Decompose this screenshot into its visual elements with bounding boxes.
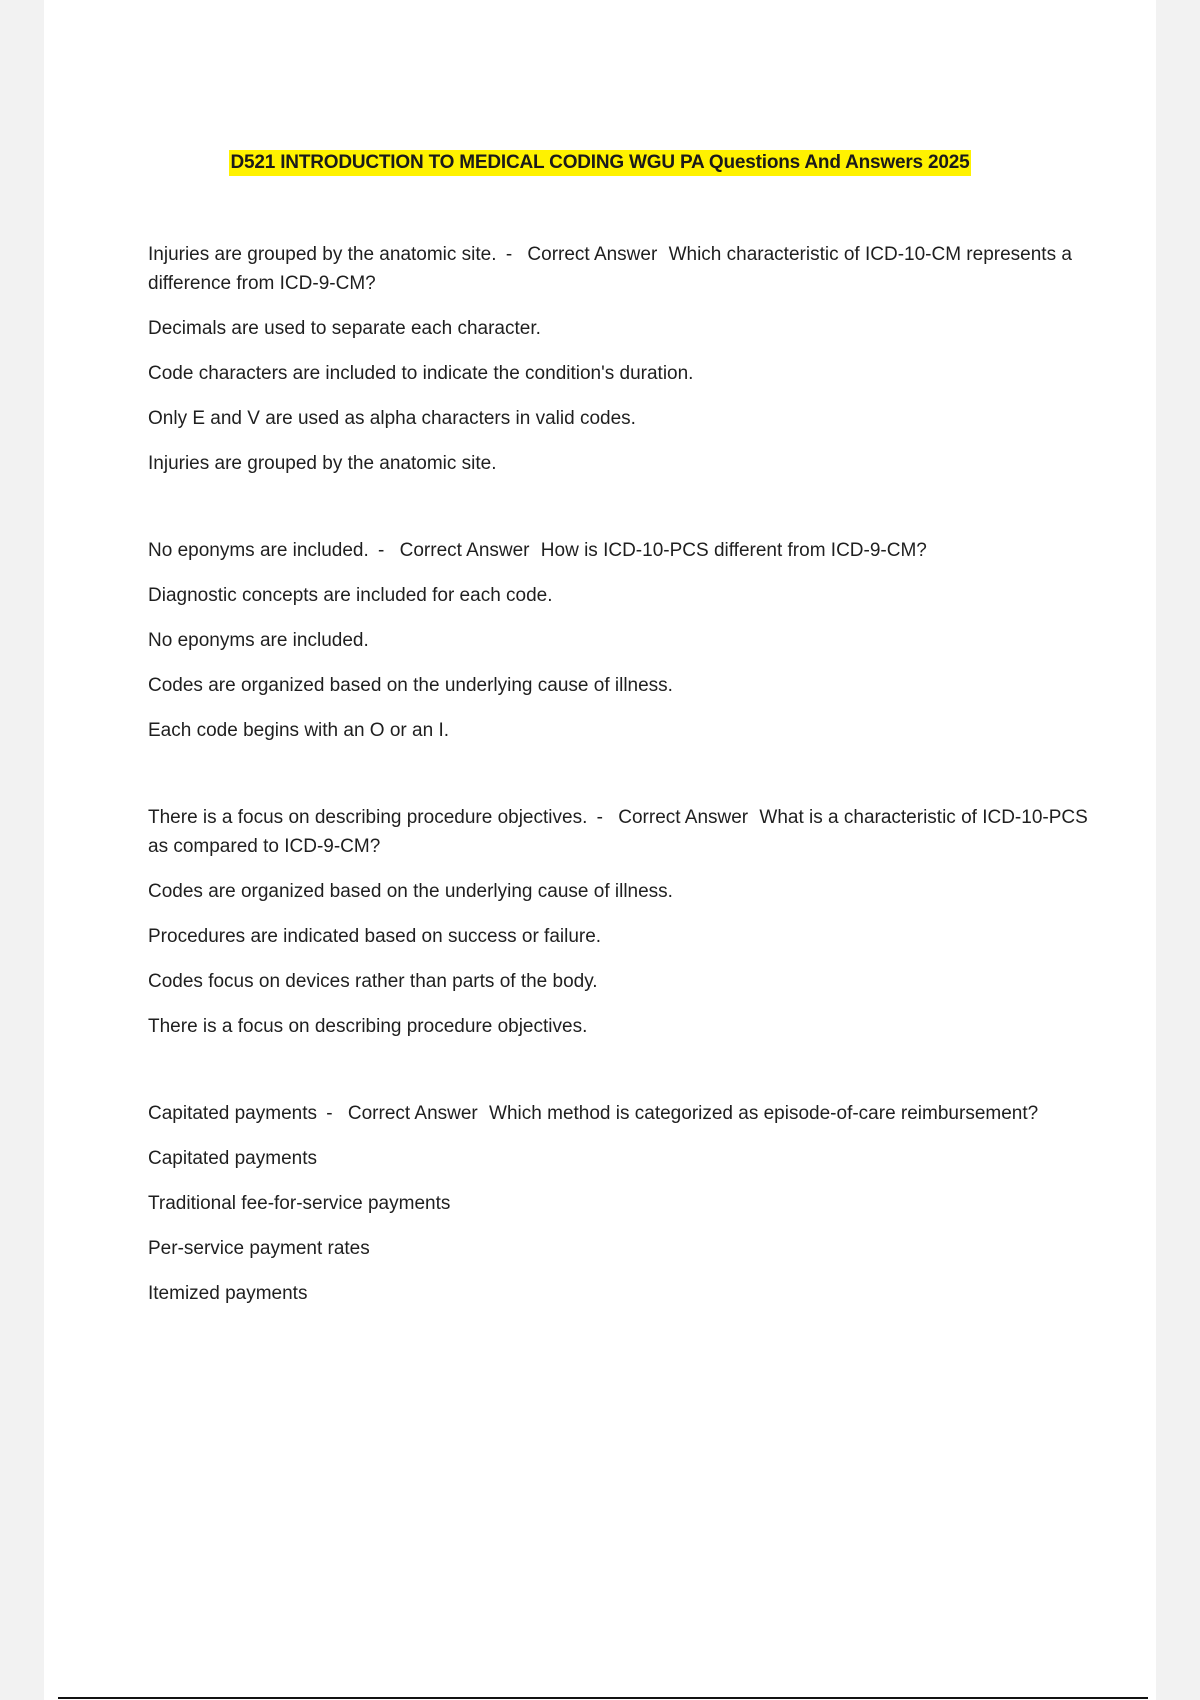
qa-item [148,240,1088,478]
answer-option: Code characters are included to indicate the condition's duration. [148,363,694,384]
document-title: D521 INTRODUCTION TO MEDICAL CODING WGU PA Questions And Answers 2025 [229,150,972,176]
separator: - [326,1103,333,1124]
correct-answer-text: No eponyms are included. [148,540,369,561]
qa-item [148,536,1088,745]
answer-option: No eponyms are included. [148,630,369,651]
separator: - [596,807,603,828]
separator: - [505,244,513,265]
answer-option: Traditional fee-for-service payments [148,1193,451,1214]
qa-item [148,1099,1088,1308]
qa-list [148,240,1088,1324]
answer-option: Codes are organized based on the underlying cause of illness. [148,675,673,696]
answer-option: Per-service payment rates [148,1238,370,1259]
footer-rule [58,1697,1148,1699]
answer-option: Itemized payments [148,1283,308,1304]
question-line [148,803,1088,861]
question-text: Which characteristic of ICD-10-CM represents a difference from ICD-9-CM? [148,244,1072,294]
answer-option: Codes are organized based on the underlying cause of illness. [148,881,673,902]
answer-option: There is a focus on describing procedure objectives. [148,1016,588,1037]
correct-answer-text: Injuries are grouped by the anatomic site. [148,244,497,265]
question-text: What is a characteristic of ICD-10-PCS as compared to ICD-9-CM? [148,807,1088,857]
correct-answer-label: Correct Answer [618,807,749,828]
correct-answer-text: Capitated payments [148,1103,317,1124]
question-text: How is ICD-10-PCS different from ICD-9-CM? [540,540,927,561]
answer-option: Decimals are used to separate each character. [148,318,541,339]
qa-item [148,803,1088,1041]
answer-option: Injuries are grouped by the anatomic site. [148,453,497,474]
document-page [44,0,1156,1700]
question-text: Which method is categorized as episode-of-care reimbursement? [489,1103,1039,1124]
question-line [148,1099,1088,1128]
correct-answer-label: Correct Answer [399,540,530,561]
answer-option: Each code begins with an O or an I. [148,720,450,741]
separator: - [378,540,385,561]
correct-answer-label: Correct Answer [527,244,658,265]
question-line [148,536,1088,565]
correct-answer-text: There is a focus on describing procedure objectives. [148,807,588,828]
answer-option: Capitated payments [148,1148,317,1169]
answer-option: Codes focus on devices rather than parts of the body. [148,971,598,992]
title-container [44,150,1156,176]
question-line [148,240,1088,298]
answer-option: Diagnostic concepts are included for each code. [148,585,553,606]
answer-option: Procedures are indicated based on success or failure. [148,926,602,947]
correct-answer-label: Correct Answer [347,1103,478,1124]
answer-option: Only E and V are used as alpha characters in valid codes. [148,408,636,429]
